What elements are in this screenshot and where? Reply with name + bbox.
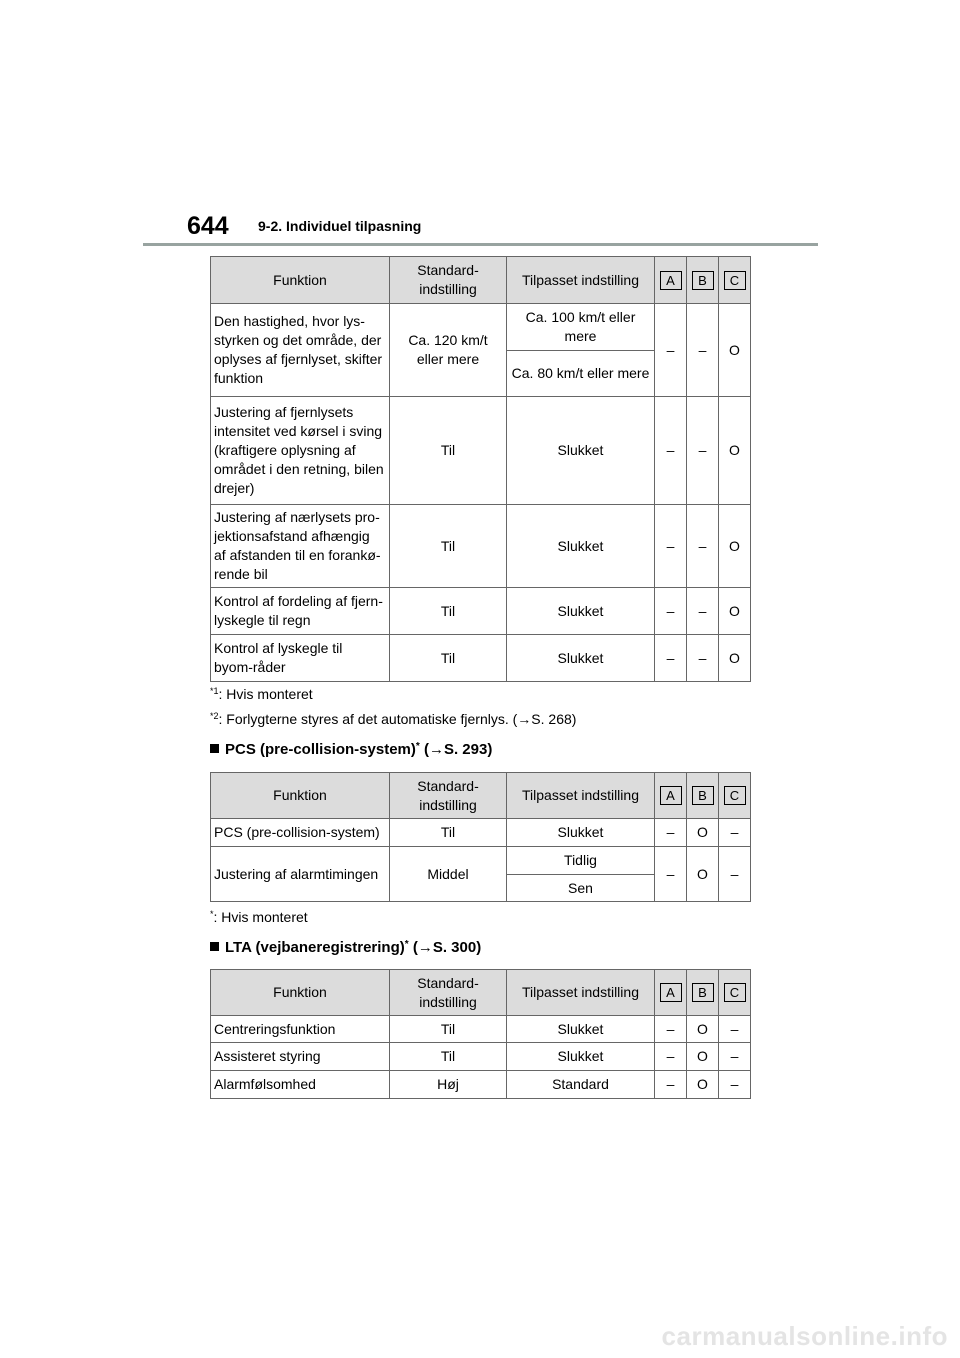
footnote-mark: * [210,909,214,919]
cell-custom: Standard [507,1071,655,1099]
cell-c: O [719,397,751,505]
cell-custom: Slukket [507,588,655,635]
footnote-mark: *1 [210,686,219,696]
watermark: carmanualsonline.info [661,1321,948,1351]
cell-c: – [719,1016,751,1043]
badge-b: B [692,786,714,805]
cell-c: – [719,1043,751,1071]
pcs-settings-table [210,772,751,902]
lta-section-heading: LTA (vejbaneregistrering)* (→S. 300) [210,939,481,956]
cell-b: – [687,505,719,588]
footnote [210,909,308,925]
badge-c: C [724,983,746,1002]
cell-b: – [687,588,719,635]
col-header-default: Standard-indstilling [390,257,507,304]
col-header-function: Funktion [211,773,390,819]
cell-b: – [687,397,719,505]
cell-custom: Tidlig [507,847,655,875]
footnote [210,711,576,727]
cell-b: O [687,1071,719,1099]
cell-a: – [655,1043,687,1071]
col-header-function: Funktion [211,257,390,304]
table-row [211,1043,751,1071]
cell-function: Den hastighed, hvor lys-styrken og det område, der oplyses af fjernlyset, skifter funktion [211,304,390,397]
table-row [211,304,751,351]
footnote [210,686,313,702]
cell-a: – [655,304,687,397]
footnote-text: : Hvis monteret [213,909,308,925]
cell-c: – [719,819,751,847]
bullet-square-icon [210,744,219,753]
cell-default: Til [390,397,507,505]
badge-a: A [660,983,682,1002]
pcs-section-heading: PCS (pre-collision-system)* (→S. 293) [210,741,492,758]
cell-b: – [687,635,719,682]
header-divider [143,243,818,246]
cell-custom: Slukket [507,505,655,588]
col-header-default: Standard-indstilling [390,970,507,1016]
cell-function: PCS (pre-collision-system) [211,819,390,847]
cell-c: O [719,505,751,588]
col-header-default: Standard-indstilling [390,773,507,819]
headlight-settings-table [210,256,751,682]
table-row [211,505,751,588]
table-header-row [211,970,751,1016]
footnote-text: : Forlygterne styres af det automatiske fjernlys. (→S. 268) [218,711,577,727]
badge-c: C [724,271,746,290]
cell-default: Til [390,505,507,588]
lta-settings-table [210,969,751,1099]
cell-b: O [687,847,719,902]
cell-a: – [655,635,687,682]
cell-function: Justering af alarmtimingen [211,847,390,902]
cell-custom: Slukket [507,635,655,682]
bullet-square-icon [210,942,219,951]
cell-function: Justering af nærlysets pro-jektionsafstand afhængig af afstanden til en forankø-rende bil [211,505,390,588]
cell-b: O [687,819,719,847]
cell-default: Middel [390,847,507,902]
table-row [211,397,751,505]
cell-custom: Ca. 100 km/t eller mere [507,304,655,351]
col-header-function: Funktion [211,970,390,1016]
cell-a: – [655,505,687,588]
cell-default: Til [390,1016,507,1043]
cell-b: O [687,1043,719,1071]
cell-c: – [719,847,751,902]
footnote-text: : Hvis monteret [218,686,313,702]
table-row [211,1071,751,1099]
cell-a: – [655,1016,687,1043]
col-header-custom: Tilpasset indstilling [507,257,655,304]
cell-b: – [687,304,719,397]
badge-a: A [660,786,682,805]
cell-function: Alarmfølsomhed [211,1071,390,1099]
section-title: 9-2. Individuel tilpasning [258,218,422,234]
cell-default: Til [390,1043,507,1071]
cell-function: Kontrol af lyskegle til byom-råder [211,635,390,682]
badge-b: B [692,271,714,290]
cell-custom: Sen [507,875,655,902]
cell-function: Justering af fjernlysets intensitet ved kørsel i sving (kraftigere oplysning af området i den retning, bilen drejer) [211,397,390,505]
cell-custom: Slukket [507,1043,655,1071]
cell-c: O [719,304,751,397]
table-row [211,1016,751,1043]
table-row [211,588,751,635]
cell-c: O [719,588,751,635]
cell-a: – [655,819,687,847]
table-row [211,635,751,682]
cell-default: Til [390,819,507,847]
cell-function: Centreringsfunktion [211,1016,390,1043]
cell-a: – [655,847,687,902]
cell-a: – [655,1071,687,1099]
cell-c: O [719,635,751,682]
cell-a: – [655,588,687,635]
col-header-custom: Tilpasset indstilling [507,773,655,819]
table-header-row [211,773,751,819]
cell-default: Ca. 120 km/t eller mere [390,304,507,397]
cell-default: Høj [390,1071,507,1099]
page-number: 644 [187,212,229,240]
table-header-row [211,257,751,304]
cell-custom: Slukket [507,1016,655,1043]
cell-function: Kontrol af fordeling af fjern-lyskegle til regn [211,588,390,635]
cell-b: O [687,1016,719,1043]
badge-a: A [660,271,682,290]
cell-default: Til [390,588,507,635]
cell-default: Til [390,635,507,682]
cell-custom: Slukket [507,397,655,505]
cell-a: – [655,397,687,505]
table-row [211,819,751,847]
col-header-custom: Tilpasset indstilling [507,970,655,1016]
badge-c: C [724,786,746,805]
cell-c: – [719,1071,751,1099]
cell-function: Assisteret styring [211,1043,390,1071]
cell-custom: Slukket [507,819,655,847]
cell-custom: Ca. 80 km/t eller mere [507,351,655,397]
badge-b: B [692,983,714,1002]
footnote-mark: *2 [210,711,219,721]
table-row [211,847,751,875]
